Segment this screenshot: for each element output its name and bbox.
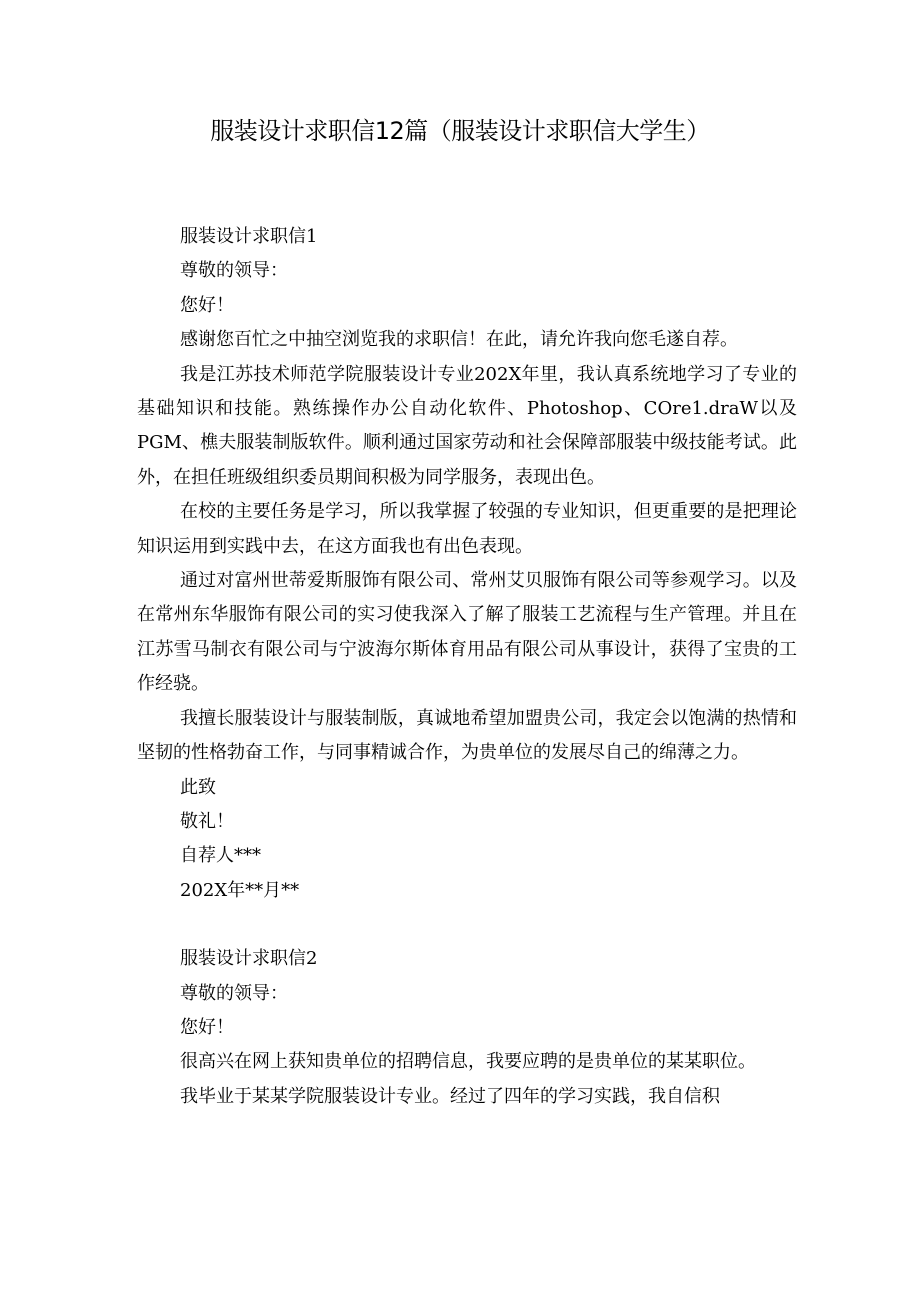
- letter-signature: 自荐人***: [180, 845, 261, 867]
- letter-greeting: 您好！: [180, 294, 234, 316]
- letter-date: 202X年**月**: [180, 879, 300, 901]
- letter-greeting: 您好！: [180, 1016, 234, 1038]
- letter-paragraph: 我擅长服装设计与服装制版，真诚地希望加盟贵公司，我定会以饱满的热情和坚韧的性格勃奋工作，与同事精诚合作，为贵单位的发展尽自己的绵薄之力。: [137, 707, 797, 764]
- letter-salutation: 尊敬的领导：: [180, 260, 288, 282]
- letter-paragraph: 通过对富州世蒂爱斯服饰有限公司、常州艾贝服饰有限公司等参观学习。以及在常州东华服饰有限公司的实习使我深入了解了服装工艺流程与生产管理。并且在江苏雪马制衣有限公司与宁波海尔斯体育用品有限公司从事设计，获得了宝贵的工作经骁。: [137, 570, 797, 695]
- letter-regards: 敬礼！: [180, 810, 234, 832]
- letter-closing: 此致: [180, 776, 216, 798]
- letter-heading: 服装设计求职信2: [180, 948, 318, 970]
- letter-paragraph: 在校的主要任务是学习，所以我掌握了较强的专业知识，但更重要的是把理论知识运用到实践中去，在这方面我也有出色表现。: [137, 501, 797, 557]
- letter-paragraph: 我毕业于某某学院服装设计专业。经过了四年的学习实践，我自信积: [180, 1085, 720, 1107]
- letter-paragraph: 感谢您百忙之中抽空浏览我的求职信！在此，请允许我向您毛遂自荐。: [180, 329, 738, 351]
- section-spacer: [137, 908, 797, 942]
- letter-heading: 服装设计求职信1: [180, 226, 318, 247]
- document-title: 服装设计求职信12篇（服装设计求职信大学生）: [210, 117, 710, 145]
- letter-paragraph: 很高兴在网上获知贵单位的招聘信息，我要应聘的是贵单位的某某职位。: [180, 1051, 756, 1073]
- document-body: [137, 220, 797, 1114]
- letter-salutation: 尊敬的领导：: [180, 982, 288, 1004]
- letter-paragraph: 我是江苏技术师范学院服装设计专业202X年里，我认真系统地学习了专业的基础知识和技能。熟练操作办公自动化软件、Photoshop、COre1.draW以及PGM、樵夫服装制版软件。顺利通过国家劳动和社会保障部服装中级技能考试。此外，在担任班级组织委员期间积极为同学服务，表现出色。: [137, 363, 797, 488]
